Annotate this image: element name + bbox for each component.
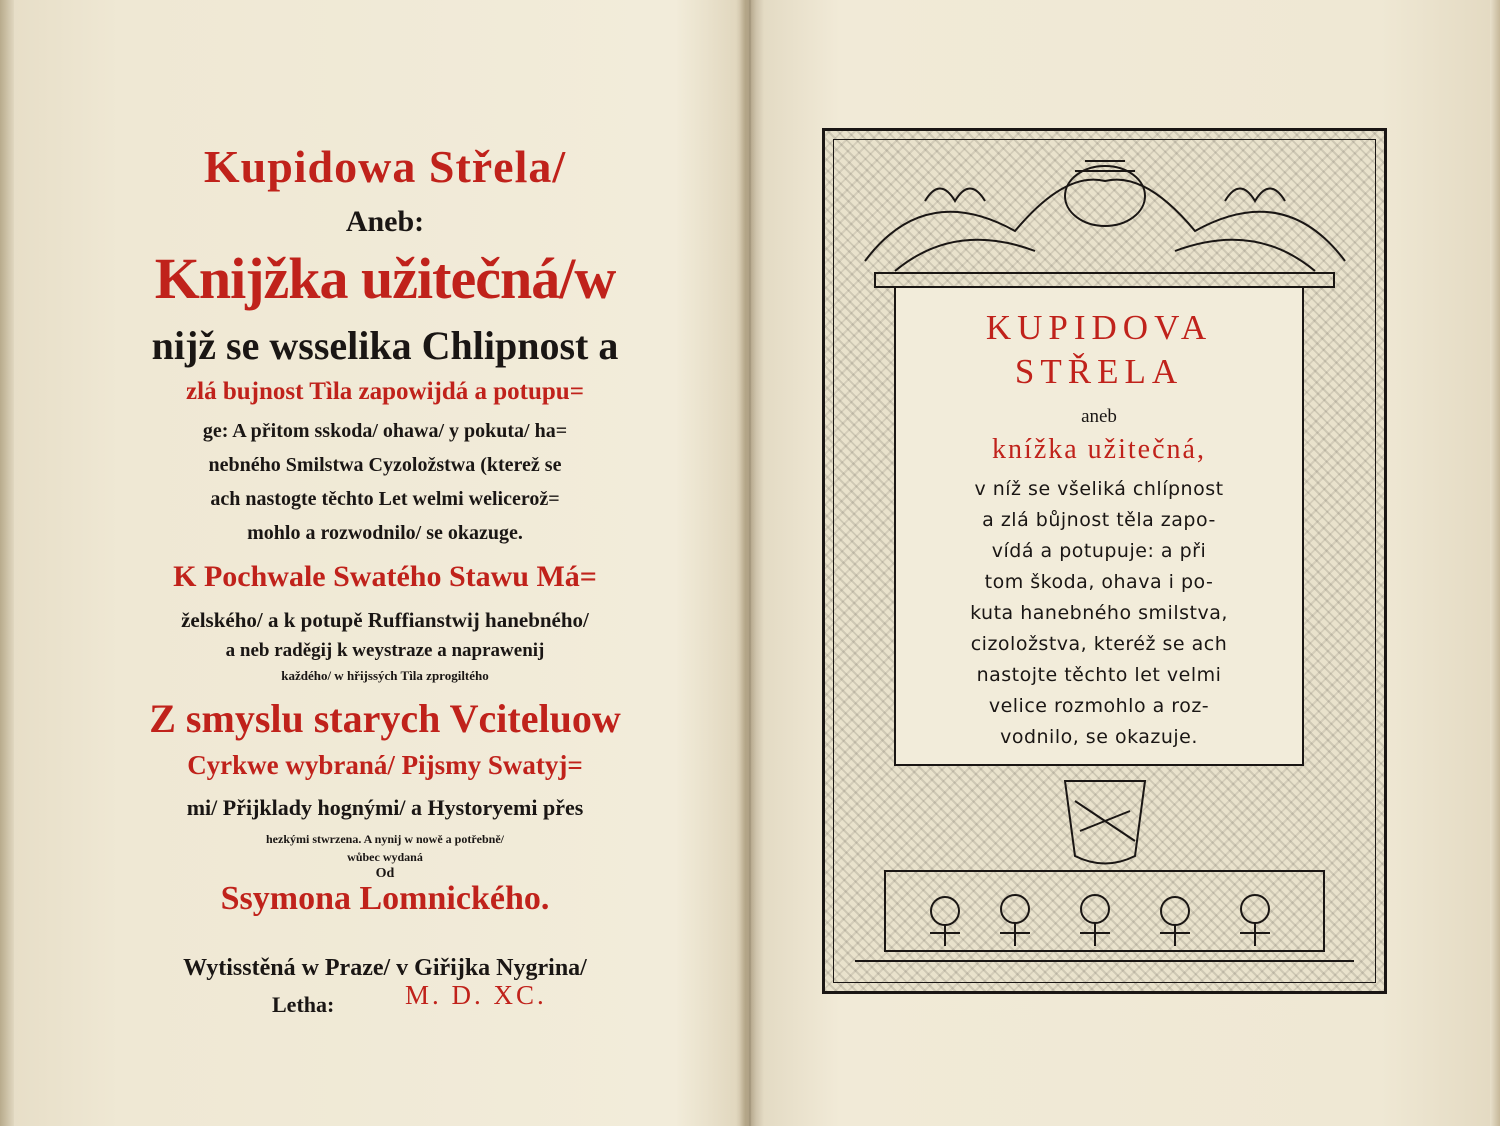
facsimile-imprint: Wytisstěná w Praze/ v Giřijka Nygrina/ (183, 955, 587, 981)
modern-body-line: cizoložstva, kteréž se ach (970, 633, 1228, 655)
facsimile-line: Cyrkwe wybraná/ Pijsmy Swatyj= (187, 750, 583, 780)
modern-body-line: a zlá bůjnost těla zapo- (982, 509, 1216, 531)
facsimile-line: nijž se wsselika Chlipnost a (151, 323, 619, 368)
modern-title-line2: STŘELA (1014, 352, 1184, 391)
facsimile-line: nebného Smilstwa Cyzoložstwa (kterež se (208, 454, 562, 476)
facsimile-line: hezkými stwrzena. A nynij w nowě a potřebně/ (266, 832, 504, 846)
facsimile-aneb: Aneb: (345, 205, 425, 238)
facsimile-subtitle: Knijžka užitečná/w (154, 246, 616, 311)
facsimile-line: každého/ w hřijssých Tìla zprogiltého (281, 668, 489, 683)
facsimile-line: a neb raděgij k weystraze a naprawenij (225, 640, 545, 661)
facsimile-line: mohlo a rozwodnilo/ se okazuge. (247, 522, 523, 544)
facsimile-author: Ssymona Lomnického. (220, 880, 550, 917)
modern-body-line: velice rozmohlo a roz- (988, 695, 1210, 717)
left-page-edge (0, 0, 14, 1126)
modern-subtitle: knížka užitečná, (992, 434, 1206, 465)
right-page-edge (1490, 0, 1500, 1126)
modern-body-line: nastojte těchto let velmi (976, 664, 1222, 686)
modern-body-line: v níž se všeliká chlípnost (974, 478, 1224, 500)
facsimile-title: Kupidowa Střela/ (203, 141, 567, 192)
modern-title-line1: KUPIDOVA (985, 308, 1213, 347)
modern-body-line: tom škoda, ohava i po- (984, 571, 1214, 593)
facsimile-line: mi/ Přijklady hognými/ a Hystoryemi přes (186, 795, 584, 820)
facsimile-letha: Letha: (272, 992, 335, 1017)
frame-top-ornament (835, 141, 1374, 291)
facsimile-line: K Pochwale Swatého Stawu Má= (173, 560, 597, 593)
facsimile-line: ach nastogte těchto Let welmi welicerož= (210, 488, 560, 510)
facsimile-line: zlá bujnost Tìla zapowijdá a potupu= (186, 378, 584, 405)
modern-body-line: vodnilo, se okazuje. (1000, 726, 1198, 748)
modern-body-line: kuta hanebného smilstva, (970, 602, 1228, 624)
modern-aneb: aneb (1081, 406, 1117, 427)
left-page (40, 0, 730, 1126)
modern-body-line: vídá a potupuje: a při (991, 540, 1207, 562)
facsimile-line: ge: A přitom sskoda/ ohawa/ y pokuta/ ha= (202, 420, 568, 442)
facsimile-line: Z smyslu starych Vciteluow (149, 696, 621, 741)
title-text-panel (894, 286, 1304, 766)
facsimile-line: želského/ a k potupě Ruffianstwij hanebného/ (181, 608, 589, 632)
facsimile-line: wůbec wydaná (347, 850, 423, 864)
book-gutter (736, 0, 764, 1126)
facsimile-year: M. D. XC. (405, 980, 547, 1010)
facsimile-line: Od (375, 866, 395, 881)
frame-bottom-ornament (835, 761, 1374, 981)
